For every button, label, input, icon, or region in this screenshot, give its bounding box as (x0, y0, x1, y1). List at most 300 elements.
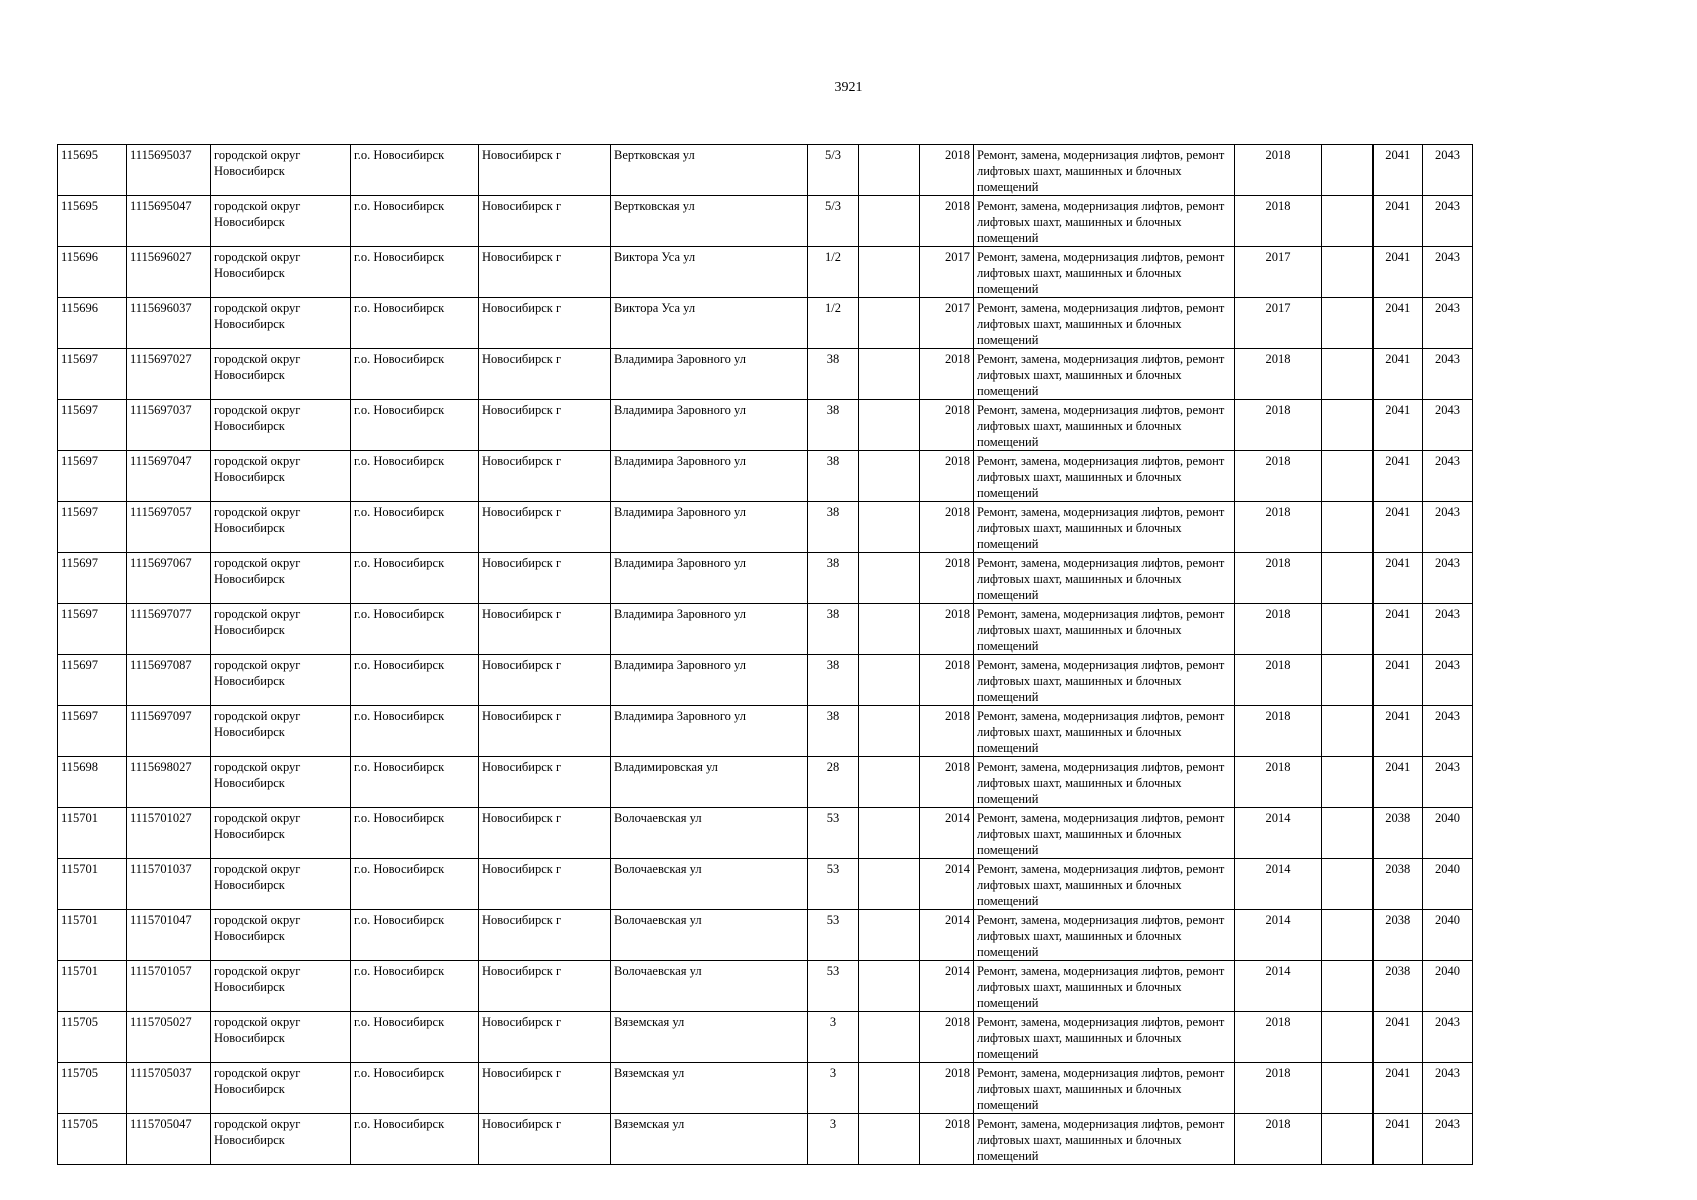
year-cell: 2018 (920, 553, 974, 604)
plan-end-year-cell: 2043 (1423, 451, 1473, 502)
building-cell (859, 604, 920, 655)
settlement-cell: Новосибирск г (479, 349, 611, 400)
last-repair-year-cell: 2018 (1235, 196, 1322, 247)
settlement-cell: Новосибирск г (479, 910, 611, 961)
street-cell: Виктора Уса ул (611, 298, 808, 349)
table-row (58, 145, 1473, 196)
work-type-cell: Ремонт, замена, модернизация лифтов, ремонт лифтовых шахт, машинных и блочных помещений (974, 859, 1235, 910)
plan-start-year-cell: 2041 (1373, 553, 1423, 604)
plan-start-year-cell: 2041 (1373, 757, 1423, 808)
plan-end-year-cell: 2040 (1423, 910, 1473, 961)
house-number-cell: 53 (808, 910, 859, 961)
year-cell: 2014 (920, 808, 974, 859)
year-cell: 2017 (920, 298, 974, 349)
municipality-cell: городской округ Новосибирск (211, 1114, 351, 1165)
street-cell: Вертковская ул (611, 196, 808, 247)
plan-start-year-cell: 2041 (1373, 145, 1423, 196)
table-row (58, 859, 1473, 910)
last-repair-year-cell: 2018 (1235, 451, 1322, 502)
plan-end-year-cell: 2043 (1423, 247, 1473, 298)
table-row (58, 196, 1473, 247)
work-type-cell: Ремонт, замена, модернизация лифтов, ремонт лифтовых шахт, машинных и блочных помещений (974, 961, 1235, 1012)
empty-cell (1322, 502, 1373, 553)
year-cell: 2018 (920, 451, 974, 502)
plan-start-year-cell: 2038 (1373, 859, 1423, 910)
year-cell: 2018 (920, 706, 974, 757)
element-id-cell: 1115697067 (127, 553, 211, 604)
district-cell: г.о. Новосибирск (351, 400, 479, 451)
table-row (58, 502, 1473, 553)
settlement-cell: Новосибирск г (479, 145, 611, 196)
empty-cell (1322, 1063, 1373, 1114)
element-id-cell: 1115695037 (127, 145, 211, 196)
last-repair-year-cell: 2018 (1235, 553, 1322, 604)
district-cell: г.о. Новосибирск (351, 706, 479, 757)
last-repair-year-cell: 2018 (1235, 655, 1322, 706)
house-number-cell: 3 (808, 1012, 859, 1063)
plan-end-year-cell: 2043 (1423, 706, 1473, 757)
municipality-cell: городской округ Новосибирск (211, 349, 351, 400)
plan-start-year-cell: 2041 (1373, 196, 1423, 247)
municipality-cell: городской округ Новосибирск (211, 757, 351, 808)
element-id-cell: 1115697077 (127, 604, 211, 655)
element-id-cell: 1115701027 (127, 808, 211, 859)
plan-end-year-cell: 2043 (1423, 757, 1473, 808)
house-id-cell: 115697 (58, 706, 127, 757)
work-type-cell: Ремонт, замена, модернизация лифтов, ремонт лифтовых шахт, машинных и блочных помещений (974, 910, 1235, 961)
district-cell: г.о. Новосибирск (351, 451, 479, 502)
last-repair-year-cell: 2018 (1235, 706, 1322, 757)
year-cell: 2014 (920, 910, 974, 961)
municipality-cell: городской округ Новосибирск (211, 604, 351, 655)
year-cell: 2018 (920, 196, 974, 247)
registry-table (57, 144, 1473, 1165)
settlement-cell: Новосибирск г (479, 196, 611, 247)
settlement-cell: Новосибирск г (479, 961, 611, 1012)
street-cell: Владимира Заровного ул (611, 553, 808, 604)
table-row (58, 808, 1473, 859)
table-row (58, 706, 1473, 757)
street-cell: Вяземская ул (611, 1012, 808, 1063)
house-id-cell: 115695 (58, 196, 127, 247)
element-id-cell: 1115697097 (127, 706, 211, 757)
table-row (58, 400, 1473, 451)
last-repair-year-cell: 2018 (1235, 1063, 1322, 1114)
plan-start-year-cell: 2041 (1373, 502, 1423, 553)
last-repair-year-cell: 2017 (1235, 247, 1322, 298)
plan-end-year-cell: 2043 (1423, 502, 1473, 553)
street-cell: Владимира Заровного ул (611, 604, 808, 655)
table-row (58, 655, 1473, 706)
year-cell: 2018 (920, 757, 974, 808)
table-row (58, 1114, 1473, 1165)
plan-end-year-cell: 2040 (1423, 859, 1473, 910)
street-cell: Владимира Заровного ул (611, 655, 808, 706)
plan-start-year-cell: 2041 (1373, 1063, 1423, 1114)
settlement-cell: Новосибирск г (479, 859, 611, 910)
year-cell: 2018 (920, 145, 974, 196)
last-repair-year-cell: 2014 (1235, 961, 1322, 1012)
year-cell: 2018 (920, 655, 974, 706)
building-cell (859, 247, 920, 298)
house-number-cell: 38 (808, 553, 859, 604)
building-cell (859, 400, 920, 451)
street-cell: Волочаевская ул (611, 859, 808, 910)
street-cell: Вяземская ул (611, 1114, 808, 1165)
settlement-cell: Новосибирск г (479, 451, 611, 502)
last-repair-year-cell: 2018 (1235, 400, 1322, 451)
work-type-cell: Ремонт, замена, модернизация лифтов, ремонт лифтовых шахт, машинных и блочных помещений (974, 502, 1235, 553)
plan-end-year-cell: 2043 (1423, 298, 1473, 349)
table-body (58, 145, 1473, 1165)
municipality-cell: городской округ Новосибирск (211, 1012, 351, 1063)
building-cell (859, 451, 920, 502)
element-id-cell: 1115697087 (127, 655, 211, 706)
settlement-cell: Новосибирск г (479, 1063, 611, 1114)
house-id-cell: 115696 (58, 247, 127, 298)
work-type-cell: Ремонт, замена, модернизация лифтов, ремонт лифтовых шахт, машинных и блочных помещений (974, 451, 1235, 502)
house-id-cell: 115701 (58, 808, 127, 859)
municipality-cell: городской округ Новосибирск (211, 808, 351, 859)
work-type-cell: Ремонт, замена, модернизация лифтов, ремонт лифтовых шахт, машинных и блочных помещений (974, 808, 1235, 859)
street-cell: Владимира Заровного ул (611, 706, 808, 757)
plan-end-year-cell: 2043 (1423, 1114, 1473, 1165)
building-cell (859, 298, 920, 349)
municipality-cell: городской округ Новосибирск (211, 298, 351, 349)
table-row (58, 349, 1473, 400)
district-cell: г.о. Новосибирск (351, 808, 479, 859)
district-cell: г.о. Новосибирск (351, 196, 479, 247)
work-type-cell: Ремонт, замена, модернизация лифтов, ремонт лифтовых шахт, машинных и блочных помещений (974, 757, 1235, 808)
empty-cell (1322, 1114, 1373, 1165)
building-cell (859, 1063, 920, 1114)
year-cell: 2018 (920, 1012, 974, 1063)
street-cell: Виктора Уса ул (611, 247, 808, 298)
settlement-cell: Новосибирск г (479, 1012, 611, 1063)
year-cell: 2018 (920, 400, 974, 451)
house-number-cell: 1/2 (808, 247, 859, 298)
municipality-cell: городской округ Новосибирск (211, 706, 351, 757)
municipality-cell: городской округ Новосибирск (211, 910, 351, 961)
empty-cell (1322, 808, 1373, 859)
work-type-cell: Ремонт, замена, модернизация лифтов, ремонт лифтовых шахт, машинных и блочных помещений (974, 298, 1235, 349)
house-id-cell: 115705 (58, 1063, 127, 1114)
house-id-cell: 115705 (58, 1012, 127, 1063)
empty-cell (1322, 247, 1373, 298)
settlement-cell: Новосибирск г (479, 247, 611, 298)
building-cell (859, 196, 920, 247)
settlement-cell: Новосибирск г (479, 298, 611, 349)
table-row (58, 604, 1473, 655)
plan-end-year-cell: 2043 (1423, 196, 1473, 247)
last-repair-year-cell: 2014 (1235, 910, 1322, 961)
last-repair-year-cell: 2018 (1235, 349, 1322, 400)
district-cell: г.о. Новосибирск (351, 757, 479, 808)
plan-start-year-cell: 2041 (1373, 655, 1423, 706)
house-number-cell: 5/3 (808, 196, 859, 247)
district-cell: г.о. Новосибирск (351, 1063, 479, 1114)
street-cell: Волочаевская ул (611, 808, 808, 859)
last-repair-year-cell: 2018 (1235, 757, 1322, 808)
district-cell: г.о. Новосибирск (351, 349, 479, 400)
last-repair-year-cell: 2018 (1235, 1114, 1322, 1165)
empty-cell (1322, 604, 1373, 655)
house-number-cell: 1/2 (808, 298, 859, 349)
building-cell (859, 553, 920, 604)
element-id-cell: 1115705027 (127, 1012, 211, 1063)
plan-end-year-cell: 2040 (1423, 961, 1473, 1012)
last-repair-year-cell: 2018 (1235, 502, 1322, 553)
empty-cell (1322, 757, 1373, 808)
house-id-cell: 115697 (58, 451, 127, 502)
year-cell: 2018 (920, 604, 974, 655)
last-repair-year-cell: 2018 (1235, 145, 1322, 196)
municipality-cell: городской округ Новосибирск (211, 553, 351, 604)
house-number-cell: 3 (808, 1063, 859, 1114)
district-cell: г.о. Новосибирск (351, 247, 479, 298)
plan-end-year-cell: 2043 (1423, 604, 1473, 655)
street-cell: Владимира Заровного ул (611, 502, 808, 553)
element-id-cell: 1115698027 (127, 757, 211, 808)
municipality-cell: городской округ Новосибирск (211, 859, 351, 910)
settlement-cell: Новосибирск г (479, 706, 611, 757)
last-repair-year-cell: 2017 (1235, 298, 1322, 349)
house-number-cell: 28 (808, 757, 859, 808)
year-cell: 2018 (920, 349, 974, 400)
table-row (58, 247, 1473, 298)
settlement-cell: Новосибирск г (479, 808, 611, 859)
house-number-cell: 53 (808, 859, 859, 910)
district-cell: г.о. Новосибирск (351, 961, 479, 1012)
empty-cell (1322, 1012, 1373, 1063)
plan-start-year-cell: 2041 (1373, 298, 1423, 349)
house-id-cell: 115697 (58, 400, 127, 451)
plan-start-year-cell: 2041 (1373, 400, 1423, 451)
municipality-cell: городской округ Новосибирск (211, 400, 351, 451)
element-id-cell: 1115705047 (127, 1114, 211, 1165)
municipality-cell: городской округ Новосибирск (211, 451, 351, 502)
plan-start-year-cell: 2041 (1373, 706, 1423, 757)
building-cell (859, 706, 920, 757)
empty-cell (1322, 451, 1373, 502)
empty-cell (1322, 400, 1373, 451)
municipality-cell: городской округ Новосибирск (211, 145, 351, 196)
municipality-cell: городской округ Новосибирск (211, 247, 351, 298)
house-number-cell: 38 (808, 502, 859, 553)
building-cell (859, 655, 920, 706)
empty-cell (1322, 910, 1373, 961)
year-cell: 2014 (920, 859, 974, 910)
element-id-cell: 1115696027 (127, 247, 211, 298)
settlement-cell: Новосибирск г (479, 400, 611, 451)
work-type-cell: Ремонт, замена, модернизация лифтов, ремонт лифтовых шахт, машинных и блочных помещений (974, 145, 1235, 196)
year-cell: 2018 (920, 502, 974, 553)
last-repair-year-cell: 2018 (1235, 604, 1322, 655)
municipality-cell: городской округ Новосибирск (211, 961, 351, 1012)
empty-cell (1322, 298, 1373, 349)
work-type-cell: Ремонт, замена, модернизация лифтов, ремонт лифтовых шахт, машинных и блочных помещений (974, 1012, 1235, 1063)
district-cell: г.о. Новосибирск (351, 1012, 479, 1063)
house-id-cell: 115696 (58, 298, 127, 349)
table-row (58, 961, 1473, 1012)
table-row (58, 1012, 1473, 1063)
district-cell: г.о. Новосибирск (351, 298, 479, 349)
empty-cell (1322, 859, 1373, 910)
work-type-cell: Ремонт, замена, модернизация лифтов, ремонт лифтовых шахт, машинных и блочных помещений (974, 706, 1235, 757)
street-cell: Владимировская ул (611, 757, 808, 808)
district-cell: г.о. Новосибирск (351, 910, 479, 961)
house-number-cell: 38 (808, 706, 859, 757)
element-id-cell: 1115696037 (127, 298, 211, 349)
work-type-cell: Ремонт, замена, модернизация лифтов, ремонт лифтовых шахт, машинных и блочных помещений (974, 196, 1235, 247)
element-id-cell: 1115695047 (127, 196, 211, 247)
last-repair-year-cell: 2014 (1235, 808, 1322, 859)
settlement-cell: Новосибирск г (479, 655, 611, 706)
plan-start-year-cell: 2041 (1373, 1114, 1423, 1165)
municipality-cell: городской округ Новосибирск (211, 1063, 351, 1114)
year-cell: 2018 (920, 1114, 974, 1165)
plan-start-year-cell: 2041 (1373, 1012, 1423, 1063)
element-id-cell: 1115701037 (127, 859, 211, 910)
element-id-cell: 1115705037 (127, 1063, 211, 1114)
work-type-cell: Ремонт, замена, модернизация лифтов, ремонт лифтовых шахт, машинных и блочных помещений (974, 247, 1235, 298)
empty-cell (1322, 655, 1373, 706)
building-cell (859, 961, 920, 1012)
element-id-cell: 1115697037 (127, 400, 211, 451)
settlement-cell: Новосибирск г (479, 757, 611, 808)
house-id-cell: 115697 (58, 349, 127, 400)
house-id-cell: 115698 (58, 757, 127, 808)
last-repair-year-cell: 2014 (1235, 859, 1322, 910)
house-number-cell: 38 (808, 604, 859, 655)
element-id-cell: 1115697057 (127, 502, 211, 553)
empty-cell (1322, 349, 1373, 400)
settlement-cell: Новосибирск г (479, 502, 611, 553)
district-cell: г.о. Новосибирск (351, 1114, 479, 1165)
district-cell: г.о. Новосибирск (351, 604, 479, 655)
table-row (58, 553, 1473, 604)
house-id-cell: 115697 (58, 553, 127, 604)
house-id-cell: 115697 (58, 502, 127, 553)
work-type-cell: Ремонт, замена, модернизация лифтов, ремонт лифтовых шахт, машинных и блочных помещений (974, 349, 1235, 400)
table-row (58, 451, 1473, 502)
plan-end-year-cell: 2043 (1423, 349, 1473, 400)
element-id-cell: 1115697047 (127, 451, 211, 502)
house-id-cell: 115701 (58, 859, 127, 910)
district-cell: г.о. Новосибирск (351, 502, 479, 553)
municipality-cell: городской округ Новосибирск (211, 502, 351, 553)
municipality-cell: городской округ Новосибирск (211, 655, 351, 706)
element-id-cell: 1115701057 (127, 961, 211, 1012)
year-cell: 2014 (920, 961, 974, 1012)
work-type-cell: Ремонт, замена, модернизация лифтов, ремонт лифтовых шахт, машинных и блочных помещений (974, 400, 1235, 451)
building-cell (859, 808, 920, 859)
street-cell: Владимира Заровного ул (611, 349, 808, 400)
work-type-cell: Ремонт, замена, модернизация лифтов, ремонт лифтовых шахт, машинных и блочных помещений (974, 553, 1235, 604)
street-cell: Вертковская ул (611, 145, 808, 196)
plan-end-year-cell: 2040 (1423, 808, 1473, 859)
building-cell (859, 349, 920, 400)
municipality-cell: городской округ Новосибирск (211, 196, 351, 247)
plan-end-year-cell: 2043 (1423, 145, 1473, 196)
district-cell: г.о. Новосибирск (351, 655, 479, 706)
settlement-cell: Новосибирск г (479, 1114, 611, 1165)
house-number-cell: 38 (808, 451, 859, 502)
building-cell (859, 502, 920, 553)
plan-end-year-cell: 2043 (1423, 553, 1473, 604)
element-id-cell: 1115701047 (127, 910, 211, 961)
building-cell (859, 1114, 920, 1165)
last-repair-year-cell: 2018 (1235, 1012, 1322, 1063)
settlement-cell: Новосибирск г (479, 553, 611, 604)
plan-start-year-cell: 2041 (1373, 247, 1423, 298)
house-number-cell: 53 (808, 808, 859, 859)
plan-start-year-cell: 2038 (1373, 808, 1423, 859)
plan-start-year-cell: 2041 (1373, 349, 1423, 400)
building-cell (859, 910, 920, 961)
building-cell (859, 859, 920, 910)
plan-start-year-cell: 2041 (1373, 604, 1423, 655)
table-row (58, 757, 1473, 808)
plan-end-year-cell: 2043 (1423, 400, 1473, 451)
house-id-cell: 115695 (58, 145, 127, 196)
building-cell (859, 757, 920, 808)
work-type-cell: Ремонт, замена, модернизация лифтов, ремонт лифтовых шахт, машинных и блочных помещений (974, 655, 1235, 706)
house-number-cell: 3 (808, 1114, 859, 1165)
street-cell: Волочаевская ул (611, 910, 808, 961)
house-number-cell: 38 (808, 655, 859, 706)
district-cell: г.о. Новосибирск (351, 859, 479, 910)
work-type-cell: Ремонт, замена, модернизация лифтов, ремонт лифтовых шахт, машинных и блочных помещений (974, 604, 1235, 655)
house-number-cell: 38 (808, 349, 859, 400)
work-type-cell: Ремонт, замена, модернизация лифтов, ремонт лифтовых шахт, машинных и блочных помещений (974, 1063, 1235, 1114)
empty-cell (1322, 706, 1373, 757)
page-number: 3921 (834, 80, 863, 95)
house-id-cell: 115697 (58, 604, 127, 655)
district-cell: г.о. Новосибирск (351, 553, 479, 604)
house-number-cell: 5/3 (808, 145, 859, 196)
plan-start-year-cell: 2038 (1373, 910, 1423, 961)
plan-end-year-cell: 2043 (1423, 1012, 1473, 1063)
year-cell: 2018 (920, 1063, 974, 1114)
house-id-cell: 115705 (58, 1114, 127, 1165)
street-cell: Владимира Заровного ул (611, 400, 808, 451)
street-cell: Волочаевская ул (611, 961, 808, 1012)
house-id-cell: 115701 (58, 961, 127, 1012)
table-row (58, 298, 1473, 349)
plan-end-year-cell: 2043 (1423, 655, 1473, 706)
building-cell (859, 1012, 920, 1063)
street-cell: Владимира Заровного ул (611, 451, 808, 502)
element-id-cell: 1115697027 (127, 349, 211, 400)
table-row (58, 910, 1473, 961)
house-number-cell: 38 (808, 400, 859, 451)
house-id-cell: 115701 (58, 910, 127, 961)
plan-start-year-cell: 2038 (1373, 961, 1423, 1012)
empty-cell (1322, 553, 1373, 604)
empty-cell (1322, 196, 1373, 247)
work-type-cell: Ремонт, замена, модернизация лифтов, ремонт лифтовых шахт, машинных и блочных помещений (974, 1114, 1235, 1165)
building-cell (859, 145, 920, 196)
empty-cell (1322, 961, 1373, 1012)
district-cell: г.о. Новосибирск (351, 145, 479, 196)
empty-cell (1322, 145, 1373, 196)
plan-start-year-cell: 2041 (1373, 451, 1423, 502)
house-number-cell: 53 (808, 961, 859, 1012)
plan-end-year-cell: 2043 (1423, 1063, 1473, 1114)
house-id-cell: 115697 (58, 655, 127, 706)
street-cell: Вяземская ул (611, 1063, 808, 1114)
